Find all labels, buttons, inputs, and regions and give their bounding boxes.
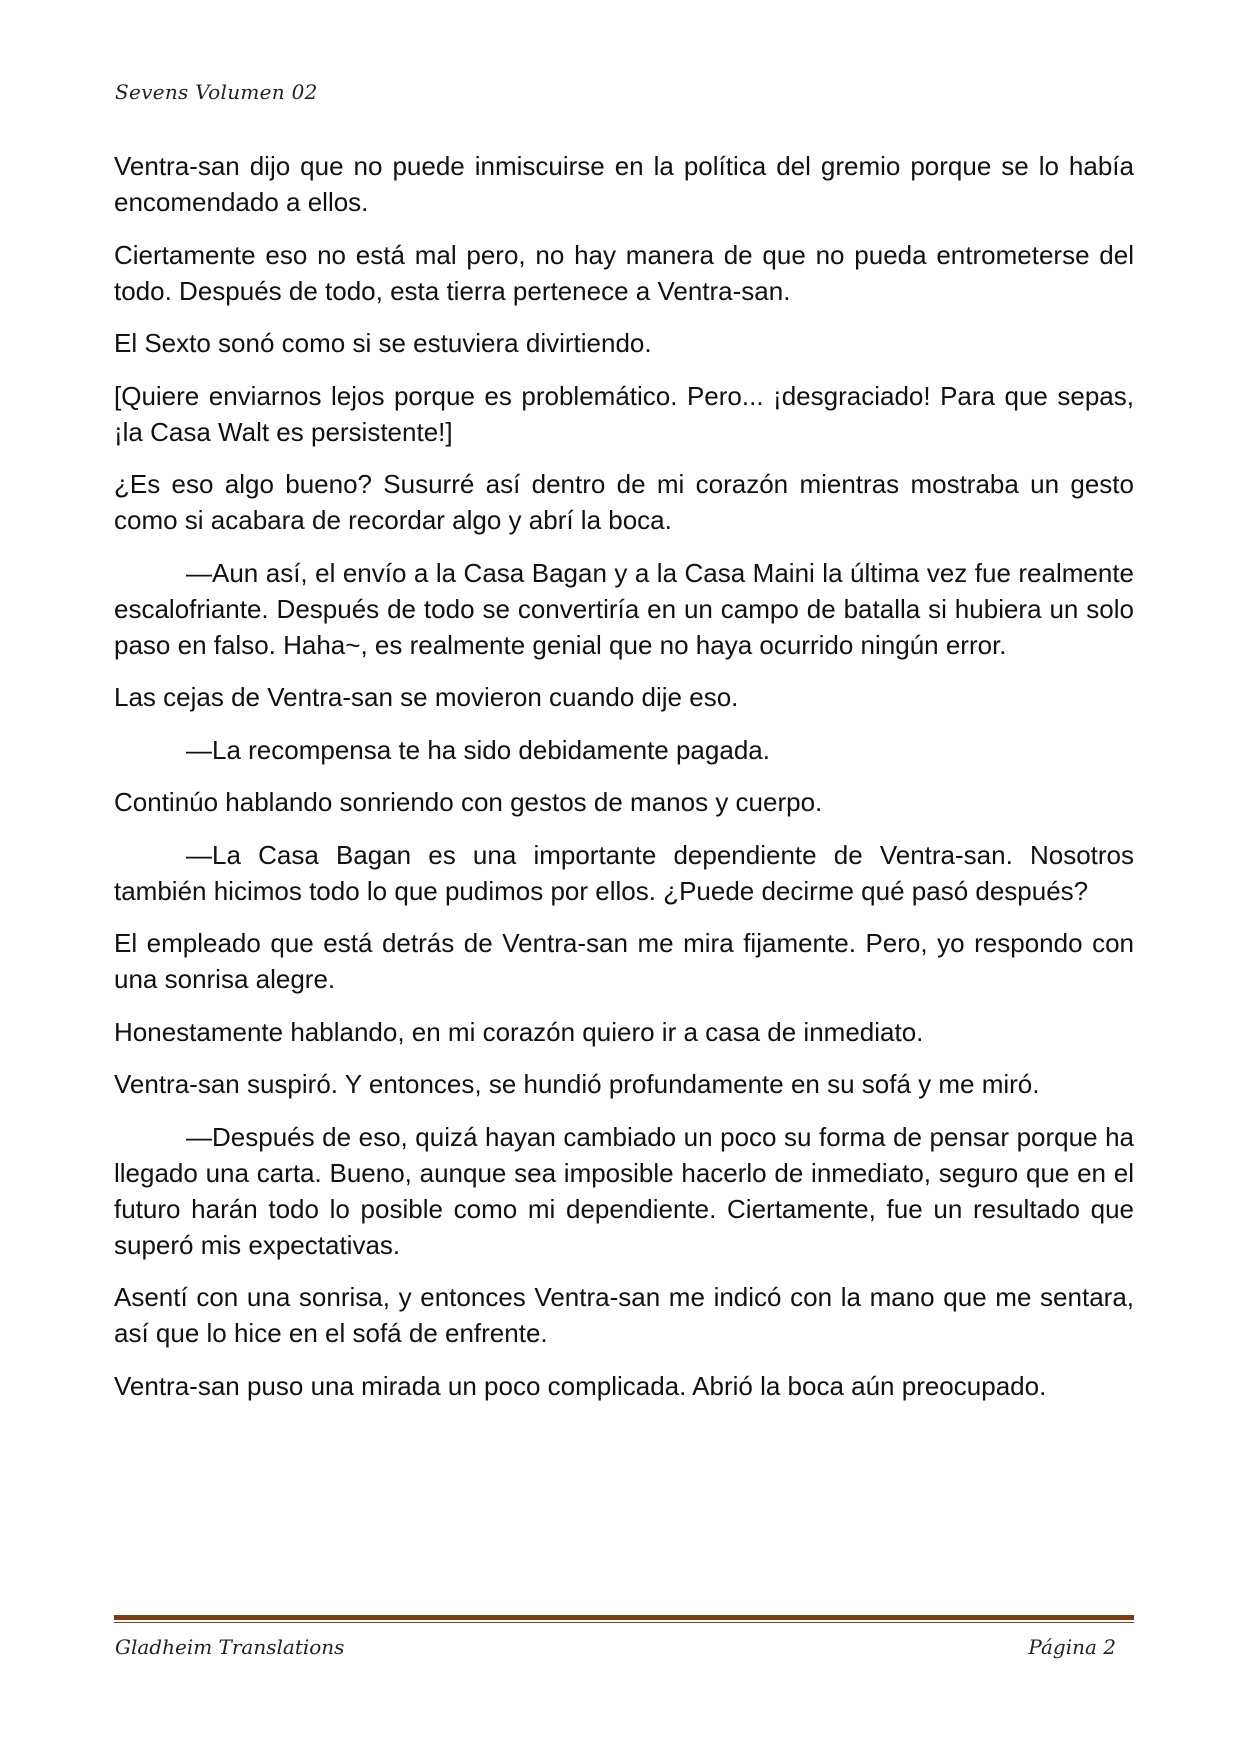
page-body <box>114 148 1134 1420</box>
paragraph-10: —La Casa Bagan es una importante dependiente de Ventra-san. Nosotros también hicimos todo lo que pudimos por ellos. ¿Puede decirme qué pasó después? <box>114 839 1134 906</box>
paragraph-11: El empleado que está detrás de Ventra-san me mira fijamente. Pero, yo respondo con una sonrisa alegre. <box>114 928 1134 994</box>
paragraph-5: ¿Es eso algo bueno? Susurré así dentro de mi corazón mientras mostraba un gesto como si acabara de recordar algo y abrí la boca. <box>114 469 1134 535</box>
paragraph-7: Las cejas de Ventra-san se movieron cuando dije eso. <box>114 682 739 712</box>
paragraph-8: —La recompensa te ha sido debidamente pagada. <box>186 734 770 765</box>
paragraph-4: [Quiere enviarnos lejos porque es problemático. Pero... ¡desgraciado! Para que sepas, ¡la Casa Walt es persistente!] <box>114 380 1134 447</box>
footer-divider-thin <box>114 1622 1134 1623</box>
paragraph-3: El Sexto sonó como si se estuviera divirtiendo. <box>114 328 652 358</box>
paragraph-2: Ciertamente eso no está mal pero, no hay manera de que no pueda entrometerse del todo. Después de todo, esta tierra pertenece a Ventra-san. <box>114 239 1134 306</box>
paragraph-14: —Después de eso, quizá hayan cambiado un poco su forma de pensar porque ha llegado una carta. Bueno, aunque sea imposible hacerlo de inmediato, seguro que en el futuro harán todo lo posible como mi dependiente. Ciertamente, fue un resultado que superó mis expectativas. <box>114 1121 1134 1260</box>
paragraph-6: —Aun así, el envío a la Casa Bagan y a la Casa Maini la última vez fue realmente escalofriante. Después de todo se convertiría en un campo de batalla si hubiera un solo paso en falso. Haha~, es realmente genial que no haya ocurrido ningún error. <box>114 557 1134 660</box>
paragraph-9: Continúo hablando sonriendo con gestos de manos y cuerpo. <box>114 787 823 817</box>
footer-divider-thick <box>114 1615 1134 1620</box>
paragraph-16: Ventra-san puso una mirada un poco complicada. Abrió la boca aún preocupado. <box>114 1370 1047 1401</box>
footer-divider <box>114 1615 1134 1623</box>
paragraph-15: Asentí con una sonrisa, y entonces Ventra-san me indicó con la mano que me sentara, así que lo hice en el sofá de enfrente. <box>114 1282 1134 1348</box>
footer-page-number: Página 2 <box>1028 1635 1116 1659</box>
paragraph-12: Honestamente hablando, en mi corazón quiero ir a casa de inmediato. <box>114 1016 924 1047</box>
footer-credit: Gladheim Translations <box>115 1635 345 1659</box>
paragraph-1: Ventra-san dijo que no puede inmiscuirse en la política del gremio porque se lo había encomendado a ellos. <box>114 151 1134 217</box>
page-header-title: Sevens Volumen 02 <box>115 80 318 104</box>
paragraph-13: Ventra-san suspiró. Y entonces, se hundió profundamente en su sofá y me miró. <box>114 1069 1040 1099</box>
